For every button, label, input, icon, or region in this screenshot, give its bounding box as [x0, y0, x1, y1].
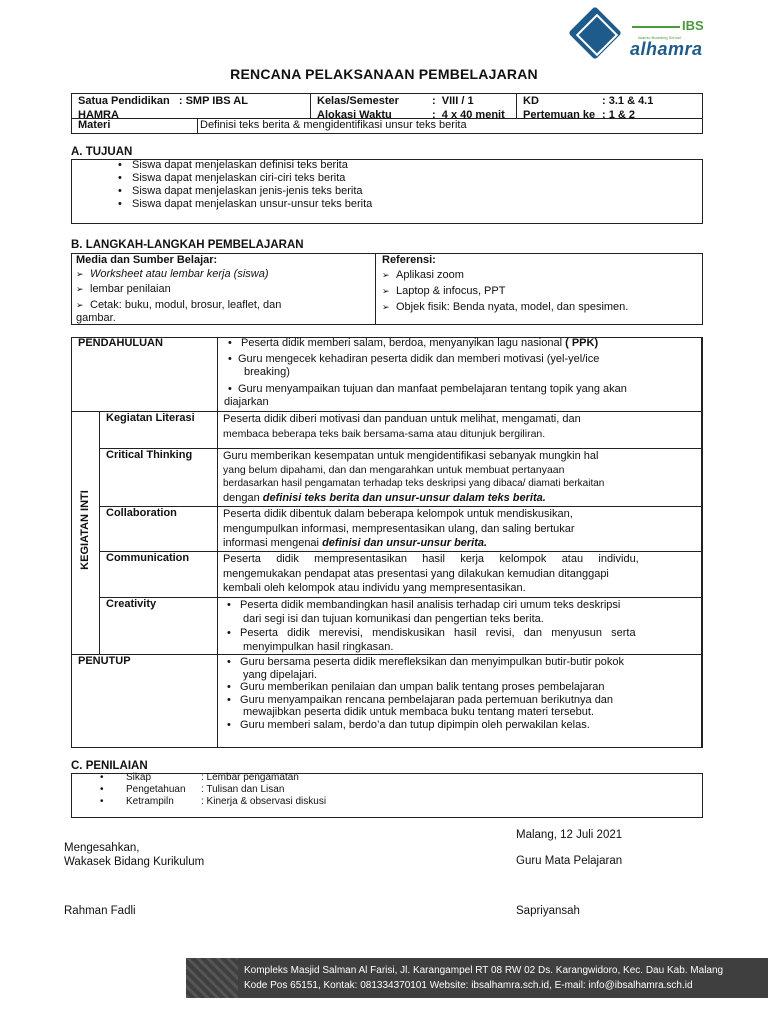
list-item: • Siswa dapat menjelaskan unsur-unsur teks berita [118, 198, 372, 211]
materi-label: Materi [78, 119, 111, 131]
literasi-1: Peserta didik diberi motivasi dan panduan untuk melihat, mengamati, dan [223, 413, 581, 425]
pendahuluan-2: Guru mengecek kehadiran peserta didik dan memberi motivasi (yel-yel/ice [237, 352, 600, 365]
pendahuluan-3-cont: diajarkan [224, 396, 269, 408]
penilaian-box: • Sikap : Lembar pengamatan • Pengetahuan : Tulisan dan Lisan • Ketrampiln : Kinerja & observasi diskusi [71, 773, 703, 818]
kelas-label: Kelas/Semester [317, 95, 399, 107]
footer-contact: Kode Pos 65151, Kontak: 081334370101 Website: ibsalhamra.sch.id, E-mail: info@ibsalhamra.sch.id [244, 980, 693, 991]
penutup-2: Guru memberikan penilaian dan umpan balik tentang proses pembelajaran [240, 681, 605, 693]
bullet: • [228, 337, 232, 349]
footer-address: Kompleks Masjid Salman Al Farisi, Jl. Karangampel RT 08 RW 02 Ds. Karangwidoro, Kec. Dau Kab. Malang [244, 965, 724, 976]
list-item: ➢ Aplikasi zoom [382, 269, 700, 283]
kegiatan-table: PENDAHULUAN • Peserta didik memberi salam, berdoa, menyanyikan lagu nasional ( PPK) • Guru mengecek kehadiran peserta didik dan memberi motivasi (yel-yel/ice breaking) • Guru menyampaikan tujuan dan manfaat pembelajaran tentang topik yang akan diajarkan KEGIATAN INTI Kegiatan Literasi Peserta didik diberi motivasi dan panduan untuk melihat, mengamati, dan membaca beberapa teks baik bersama-sama atau ditunjuk bergiliran. Critical Thinking Guru memberikan kesempatan untuk mengidentifikasi sebanyak mungkin hal yang belum dipahami, dan dan mengarahkan untuk membuat pertanyaan berdasarkan hasil pengamatan terhadap teks deskripsi yang dibaca/ diamati berkaitan dengan definisi teks berita dan unsur-unsur dalam teks berita. Collaboration Peserta didik dibentuk dalam beberapa kelompok untuk mendiskusikan, mengumpulkan informasi, mempresentasikan ulang, dan saling bertukar informasi mengenai definisi dan unsur-unsur berita. Communication Peserta didik mempresentasikan hasil kerja kelompok atau individu, mengemukakan pendapat atas presentasi yang dilakukan kemudian ditanggapi kembali oleh kelompok atau individu yang mempresentasikan. Creativity • Peserta didik membandingkan hasil analisis terhadap ciri umum teks deskripsi dari segi isi dan tujuan komunikasi dan pengertian teks berita. • Peserta didik merevisi, mendiskusikan hasil revisi, dan menyusun serta menyimpulkan hasil ringkasan. PENUTUP • Guru bersama peserta didik merefleksikan dan menyimpulkan butir-butir pokok yang dipelajari. • Guru memberikan penilaian dan umpan balik tentang proses pembelajaran • Guru menyampaikan rencana pembelajaran pada pertemuan berikutnya dan mewajibkan peserta didik untuk membaca buku tentang materi tersebut. • Guru memberi salam, berdo’a dan tutup dipimpin oleh perwakilan kelas. [71, 337, 703, 748]
pendahuluan-2-cont: breaking) [244, 366, 290, 378]
pertemuan-value: : 1 & 2 [602, 108, 636, 121]
ppk-tag: ( PPK) [565, 337, 599, 349]
signature-left-line2: Wakasek Bidang Kurikulum [64, 856, 205, 868]
penilaian-heading: C. PENILAIAN [71, 760, 148, 772]
logo-tagline: Islamic Boarding School [638, 35, 681, 40]
kegiatan-inti-label: KEGIATAN INTI [79, 490, 91, 570]
list-item: ➢ Laptop & infocus, PPT [382, 285, 700, 299]
critical-label: Critical Thinking [106, 449, 193, 461]
creat-2: Peserta didik merevisi, mendiskusikan hasil revisi, dan menyusun serta [240, 627, 636, 639]
pendahuluan-1: Peserta didik memberi salam, berdoa, menyanyikan lagu nasional [241, 337, 563, 349]
penutup-1: Guru bersama peserta didik merefleksikan dan menyimpulkan butir-butir pokok [240, 656, 624, 668]
satuan-pendidikan-cont: HAMRA [78, 108, 119, 121]
list-item: ➢ Cetak: buku, modul, brosur, leaflet, dan [76, 299, 372, 313]
footer-bar [186, 958, 768, 998]
alokasi-label: Alokasi Waktu [317, 108, 392, 121]
comm-1: Peserta didik mempresentasikan hasil kerja kelompok atau individu, [223, 553, 639, 565]
critical-1: Guru memberikan kesempatan untuk mengidentifikasi sebanyak mungkin hal [223, 450, 599, 462]
collab-1: Peserta didik dibentuk dalam beberapa kelompok untuk mendiskusikan, [223, 508, 573, 520]
creat-2-cont: menyimpulkan hasil ringkasan. [243, 641, 394, 653]
collab-2: mengumpulkan informasi, mempresentasikan ulang, dan saling bertukar [223, 522, 575, 535]
kd-value: : 3.1 & 4.1 [602, 95, 654, 107]
penilaian-value: : Kinerja & observasi diskusi [201, 796, 327, 807]
creat-1: Peserta didik membandingkan hasil analisis terhadap ciri umum teks deskripsi [240, 599, 621, 611]
list-item: • Siswa dapat menjelaskan ciri-ciri teks berita [118, 172, 372, 185]
penilaian-value: : Lembar pengamatan [201, 772, 299, 783]
referensi-heading: Referensi: [382, 254, 436, 266]
list-item: • Siswa dapat menjelaskan definisi teks berita [118, 159, 372, 172]
langkah-heading: B. LANGKAH-LANGKAH PEMBELAJARAN [71, 239, 304, 251]
penilaian-label: Sikap [126, 772, 152, 783]
list-item: ➢ Worksheet atau lembar kerja (siswa) [76, 268, 372, 282]
critical-2: yang belum dipahami, dan dan mengarahkan untuk membuat pertanyaan [223, 464, 565, 476]
media-referensi-box [71, 253, 703, 325]
literasi-label: Kegiatan Literasi [106, 412, 195, 424]
signature-right-role: Guru Mata Pelajaran [516, 855, 623, 867]
school-logo [572, 12, 718, 62]
list-item: • Siswa dapat menjelaskan jenis-jenis teks berita [118, 185, 372, 198]
comm-label: Communication [106, 552, 190, 564]
kelas-value: : VIII / 1 [432, 95, 474, 107]
penutup-3-cont: mewajibkan peserta didik untuk membaca buku tentang materi tersebut. [243, 706, 594, 718]
satuan-pendidikan: Satua Pendidikan : SMP IBS AL [78, 95, 248, 107]
media-item-cont: gambar. [76, 312, 116, 324]
footer-pattern [186, 958, 238, 998]
creat-label: Creativity [106, 598, 157, 610]
alokasi-value: : 4 x 40 menit [432, 108, 505, 121]
penutup-1-cont: yang dipelajari. [243, 668, 317, 681]
literasi-2: membaca beberapa teks baik bersama-sama atau ditunjuk bergiliran. [223, 428, 546, 440]
place-date: Malang, 12 Juli 2021 [516, 829, 623, 841]
collab-label: Collaboration [106, 507, 177, 519]
collab-3a: informasi mengenai [223, 537, 319, 549]
pendahuluan-3: Guru menyampaikan tujuan dan manfaat pembelajaran tentang topik yang akan [237, 382, 627, 395]
critical-3: berdasarkan hasil pengamatan terhadap teks deskripsi yang dibaca/ diamati berkaitan [223, 478, 605, 489]
header-table [71, 93, 703, 134]
penilaian-label: Ketrampiln [126, 796, 174, 807]
penutup-3: Guru menyampaikan rencana pembelajaran pada pertemuan berikutnya dan [240, 693, 614, 706]
comm-3: kembali oleh kelompok atau individu yang mempresentasikan. [223, 582, 526, 594]
list-item: ➢ lembar penilaian [76, 283, 372, 297]
media-heading: Media dan Sumber Belajar: [76, 254, 218, 266]
collab-3b: definisi dan unsur-unsur berita. [322, 537, 488, 549]
tujuan-heading: A. TUJUAN [71, 146, 133, 158]
signature-right-name: Sapriyansah [516, 905, 580, 917]
signature-left-name: Rahman Fadli [64, 905, 136, 917]
tujuan-box [71, 159, 703, 224]
materi-value: Definisi teks berita & mengidentifikasi unsur teks berita [200, 119, 467, 131]
penilaian-label: Pengetahuan [126, 784, 186, 795]
penilaian-value: : Tulisan dan Lisan [201, 784, 285, 795]
page-title: RENCANA PELAKSANAAN PEMBELAJARAN [230, 66, 538, 82]
pertemuan-label: Pertemuan ke [523, 108, 596, 121]
kd-label: KD [523, 95, 539, 107]
comm-2: mengemukakan pendapat atas presentasi yang dilakukan kemudian ditanggapi [223, 567, 609, 580]
logo-ibs: IBS [682, 18, 704, 33]
critical-4b: definisi teks berita dan unsur-unsur dalam teks berita. [262, 492, 546, 504]
penutup-4: Guru memberi salam, berdo’a dan tutup dipimpin oleh perwakilan kelas. [240, 718, 590, 731]
creat-1-cont: dari segi isi dan tujuan komunikasi dan pengertian teks berita. [243, 613, 544, 625]
pendahuluan-label: PENDAHULUAN [78, 337, 163, 349]
signature-left-line1: Mengesahkan, [64, 842, 140, 854]
list-item: ➢ Objek fisik: Benda nyata, model, dan spesimen. [382, 301, 700, 315]
logo-line [632, 26, 680, 28]
critical-4a: dengan [223, 492, 260, 504]
logo-name: alhamra [630, 39, 703, 59]
penutup-label: PENUTUP [78, 655, 131, 667]
